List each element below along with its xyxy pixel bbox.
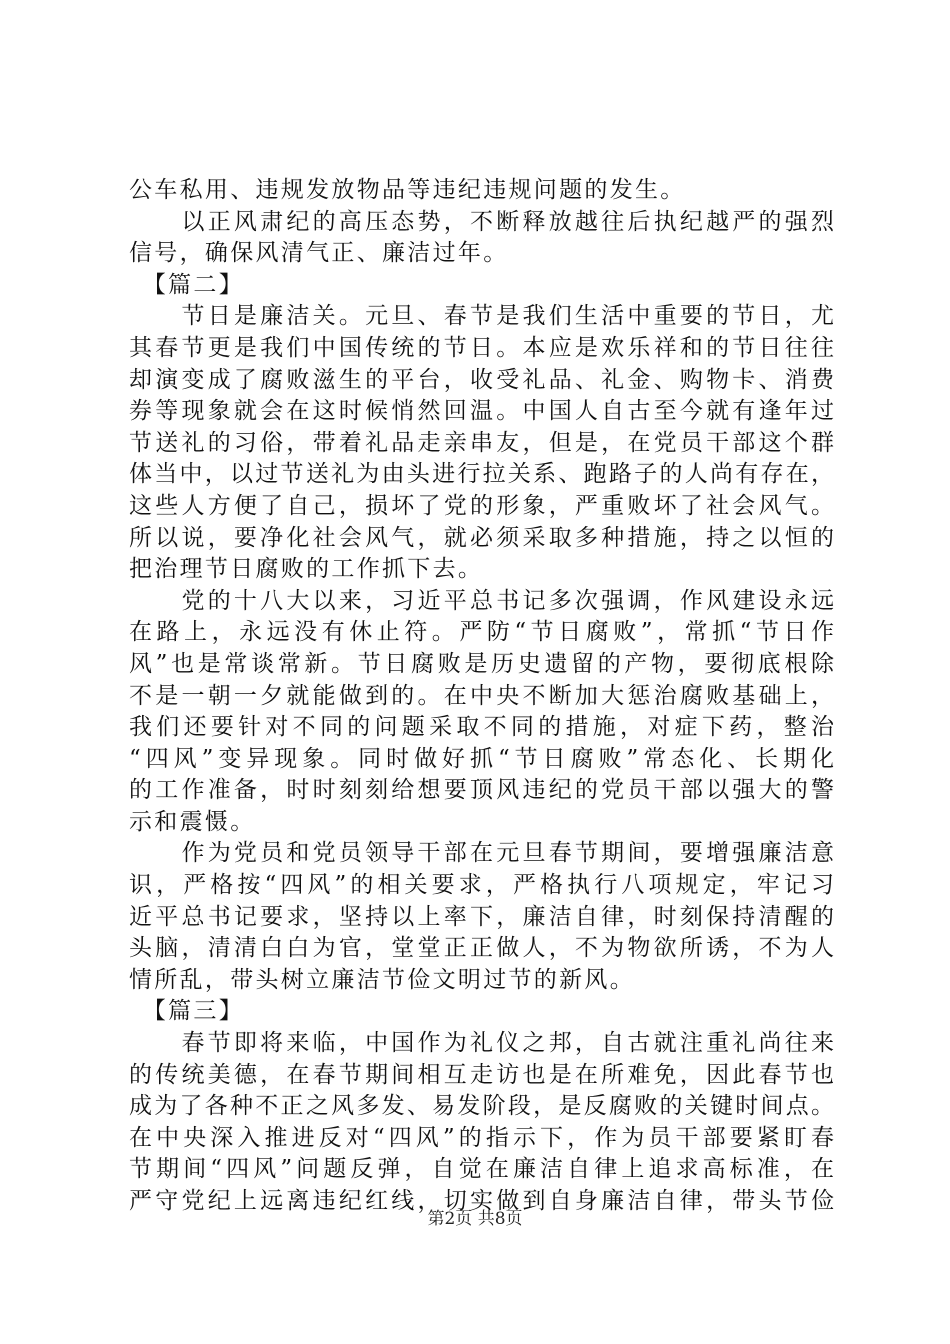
text-line: 节日是廉洁关。元旦、春节是我们生活中重要的节日，尤 xyxy=(129,303,834,330)
text-line: 风”也是常谈常新。节日腐败是历史遗留的产物，要彻底根除 xyxy=(129,650,834,677)
text-line: 近平总书记要求，坚持以上率下，廉洁自律，时刻保持清醒的 xyxy=(129,903,834,930)
page-number-footer: 第2页 共8页 xyxy=(427,1209,523,1229)
text-line: 这些人方便了自己，损坏了党的形象，严重败坏了社会风气。 xyxy=(129,492,834,519)
text-line: 在中央深入推进反对“四风”的指示下，作为员干部要紧盯春 xyxy=(129,1124,834,1151)
text-line: 党的十八大以来，习近平总书记多次强调，作风建设永远 xyxy=(129,587,834,614)
text-line: 不是一朝一夕就能做到的。在中央不断加大惩治腐败基础上， xyxy=(129,682,834,709)
text-line: 所以说，要净化社会风气，就必须采取多种措施，持之以恒的 xyxy=(129,524,834,551)
text-line: 其春节更是我们中国传统的节日。本应是欢乐祥和的节日往往 xyxy=(129,334,834,361)
text-line: “四风”变异现象。同时做好抓“节日腐败”常态化、长期化 xyxy=(129,745,834,772)
text-line: 作为党员和党员领导干部在元旦春节期间，要增强廉洁意 xyxy=(129,840,834,867)
text-line: 春节即将来临，中国作为礼仪之邦，自古就注重礼尚往来 xyxy=(129,1030,834,1057)
text-line: 公车私用、违规发放物品等违纪违规问题的发生。 xyxy=(129,177,686,203)
text-line: 【篇二】 xyxy=(129,271,244,298)
text-line: 以正风肃纪的高压态势，不断释放越往后执纪越严的强烈 xyxy=(129,208,834,235)
text-line: 我们还要针对不同的问题采取不同的措施，对症下药，整治 xyxy=(129,714,834,741)
text-line: 节送礼的习俗，带着礼品走亲串友，但是，在党员干部这个群 xyxy=(129,429,834,456)
text-line: 识，严格按“四风”的相关要求，严格执行八项规定，牢记习 xyxy=(129,872,834,899)
text-line: 信号，确保风清气正、廉洁过年。 xyxy=(129,240,509,267)
text-line: 把治理节日腐败的工作抓下去。 xyxy=(129,556,484,583)
text-line: 的传统美德，在春节期间相互走访也是在所难免，因此春节也 xyxy=(129,1061,834,1088)
text-line: 券等现象就会在这时候悄然回温。中国人自古至今就有逢年过 xyxy=(129,398,834,425)
text-line: 头脑，清清白白为官，堂堂正正做人，不为物欲所诱，不为人 xyxy=(129,935,834,962)
text-line: 却演变成了腐败滋生的平台，收受礼品、礼金、购物卡、消费 xyxy=(129,366,834,393)
text-line: 【篇三】 xyxy=(129,998,244,1025)
text-line: 成为了各种不正之风多发、易发阶段，是反腐败的关键时间点。 xyxy=(129,1093,834,1120)
text-line: 情所乱，带头树立廉洁节俭文明过节的新风。 xyxy=(129,966,635,993)
text-line: 的工作准备，时时刻刻给想要顶风违纪的党员干部以强大的警 xyxy=(129,777,834,804)
text-line: 节期间“四风”问题反弹，自觉在廉洁自律上追求高标准，在 xyxy=(129,1156,834,1183)
text-line: 示和震慑。 xyxy=(129,808,256,835)
body-text xyxy=(129,175,834,1218)
text-line: 严守党纪上远离违纪红线，切实做到自身廉洁自律，带头节俭 xyxy=(129,1188,834,1214)
text-line: 在路上，永远没有休止符。严防“节日腐败”，常抓“节日作 xyxy=(129,619,834,646)
text-line: 体当中，以过节送礼为由头进行拉关系、跑路子的人尚有存在， xyxy=(129,461,834,488)
